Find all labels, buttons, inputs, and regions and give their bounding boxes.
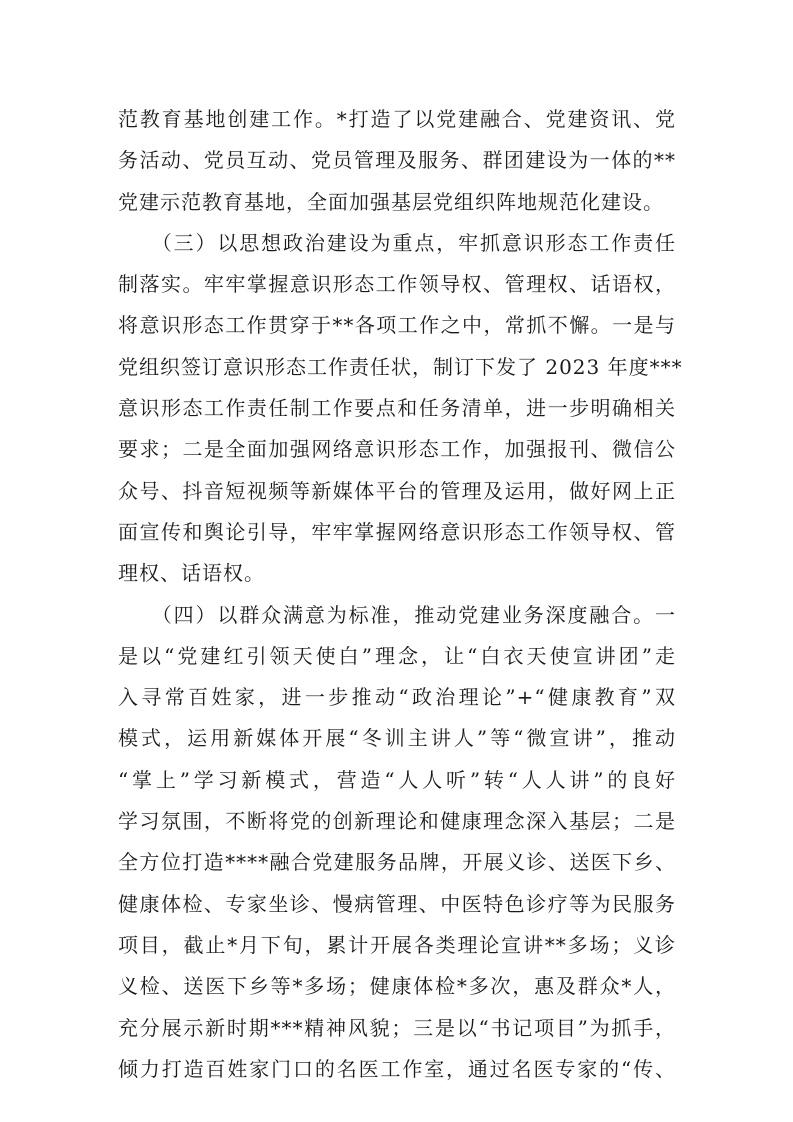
text-line: 要求；二是全面加强网络意识形态工作，加强报刊、微信公 — [118, 437, 676, 462]
text-line: 党建示范教育基地，全面加强基层党组织阵地规范化建设。 — [118, 189, 664, 214]
text-line: 学习氛围，不断将党的创新理论和健康理念深入基层；二是 — [118, 809, 676, 834]
document-page — [118, 99, 683, 1090]
text-line: 倾力打造百姓家门口的名医工作室，通过名医专家的“传、 — [118, 1056, 676, 1081]
text-line: “掌上”学习新模式，营造“人人听”转“人人讲”的良好 — [118, 767, 676, 792]
text-line: 众号、抖音短视频等新媒体平台的管理及运用，做好网上正 — [118, 478, 676, 503]
text-line: 党组织签订意识形态工作责任状，制订下发了 2023 年度*** — [118, 354, 683, 379]
text-line: 面宣传和舆论引导，牢牢掌握网络意识形态工作领导权、管 — [118, 519, 676, 544]
text-line: 理权、话语权。 — [118, 561, 265, 586]
text-line: （四）以群众满意为标准，推动党建业务深度融合。一 — [118, 602, 676, 627]
text-line: 充分展示新时期***精神风貌；三是以“书记项目”为抓手， — [118, 1015, 676, 1040]
text-line: 制落实。牢牢掌握意识形态工作领导权、管理权、话语权， — [118, 272, 676, 297]
text-line: 入寻常百姓家，进一步推动“政治理论”+“健康教育”双 — [118, 685, 676, 710]
text-line: 将意识形态工作贯穿于**各项工作之中，常抓不懈。一是与 — [118, 313, 676, 338]
text-line: 范教育基地创建工作。*打造了以党建融合、党建资讯、党 — [118, 107, 676, 131]
text-line: 是以“党建红引领天使白”理念，让“白衣天使宣讲团”走 — [118, 643, 676, 668]
text-line: 项目，截止*月下旬，累计开展各类理论宣讲**多场；义诊 — [118, 932, 676, 957]
text-line: 模式，运用新媒体开展“冬训主讲人”等“微宣讲”，推动 — [118, 726, 676, 751]
text-line: 义检、送医下乡等*多场；健康体检*多次，惠及群众*人， — [118, 974, 676, 999]
text-line: 意识形态工作责任制工作要点和任务清单，进一步明确相关 — [118, 396, 676, 421]
text-line: 全方位打造****融合党建服务品牌，开展义诊、送医下乡、 — [118, 850, 676, 875]
text-line: 健康体检、专家坐诊、慢病管理、中医特色诊疗等为民服务 — [118, 891, 676, 916]
text-line: （三）以思想政治建设为重点，牢抓意识形态工作责任 — [118, 230, 676, 255]
text-line: 务活动、党员互动、党员管理及服务、群团建设为一体的** — [118, 148, 676, 173]
